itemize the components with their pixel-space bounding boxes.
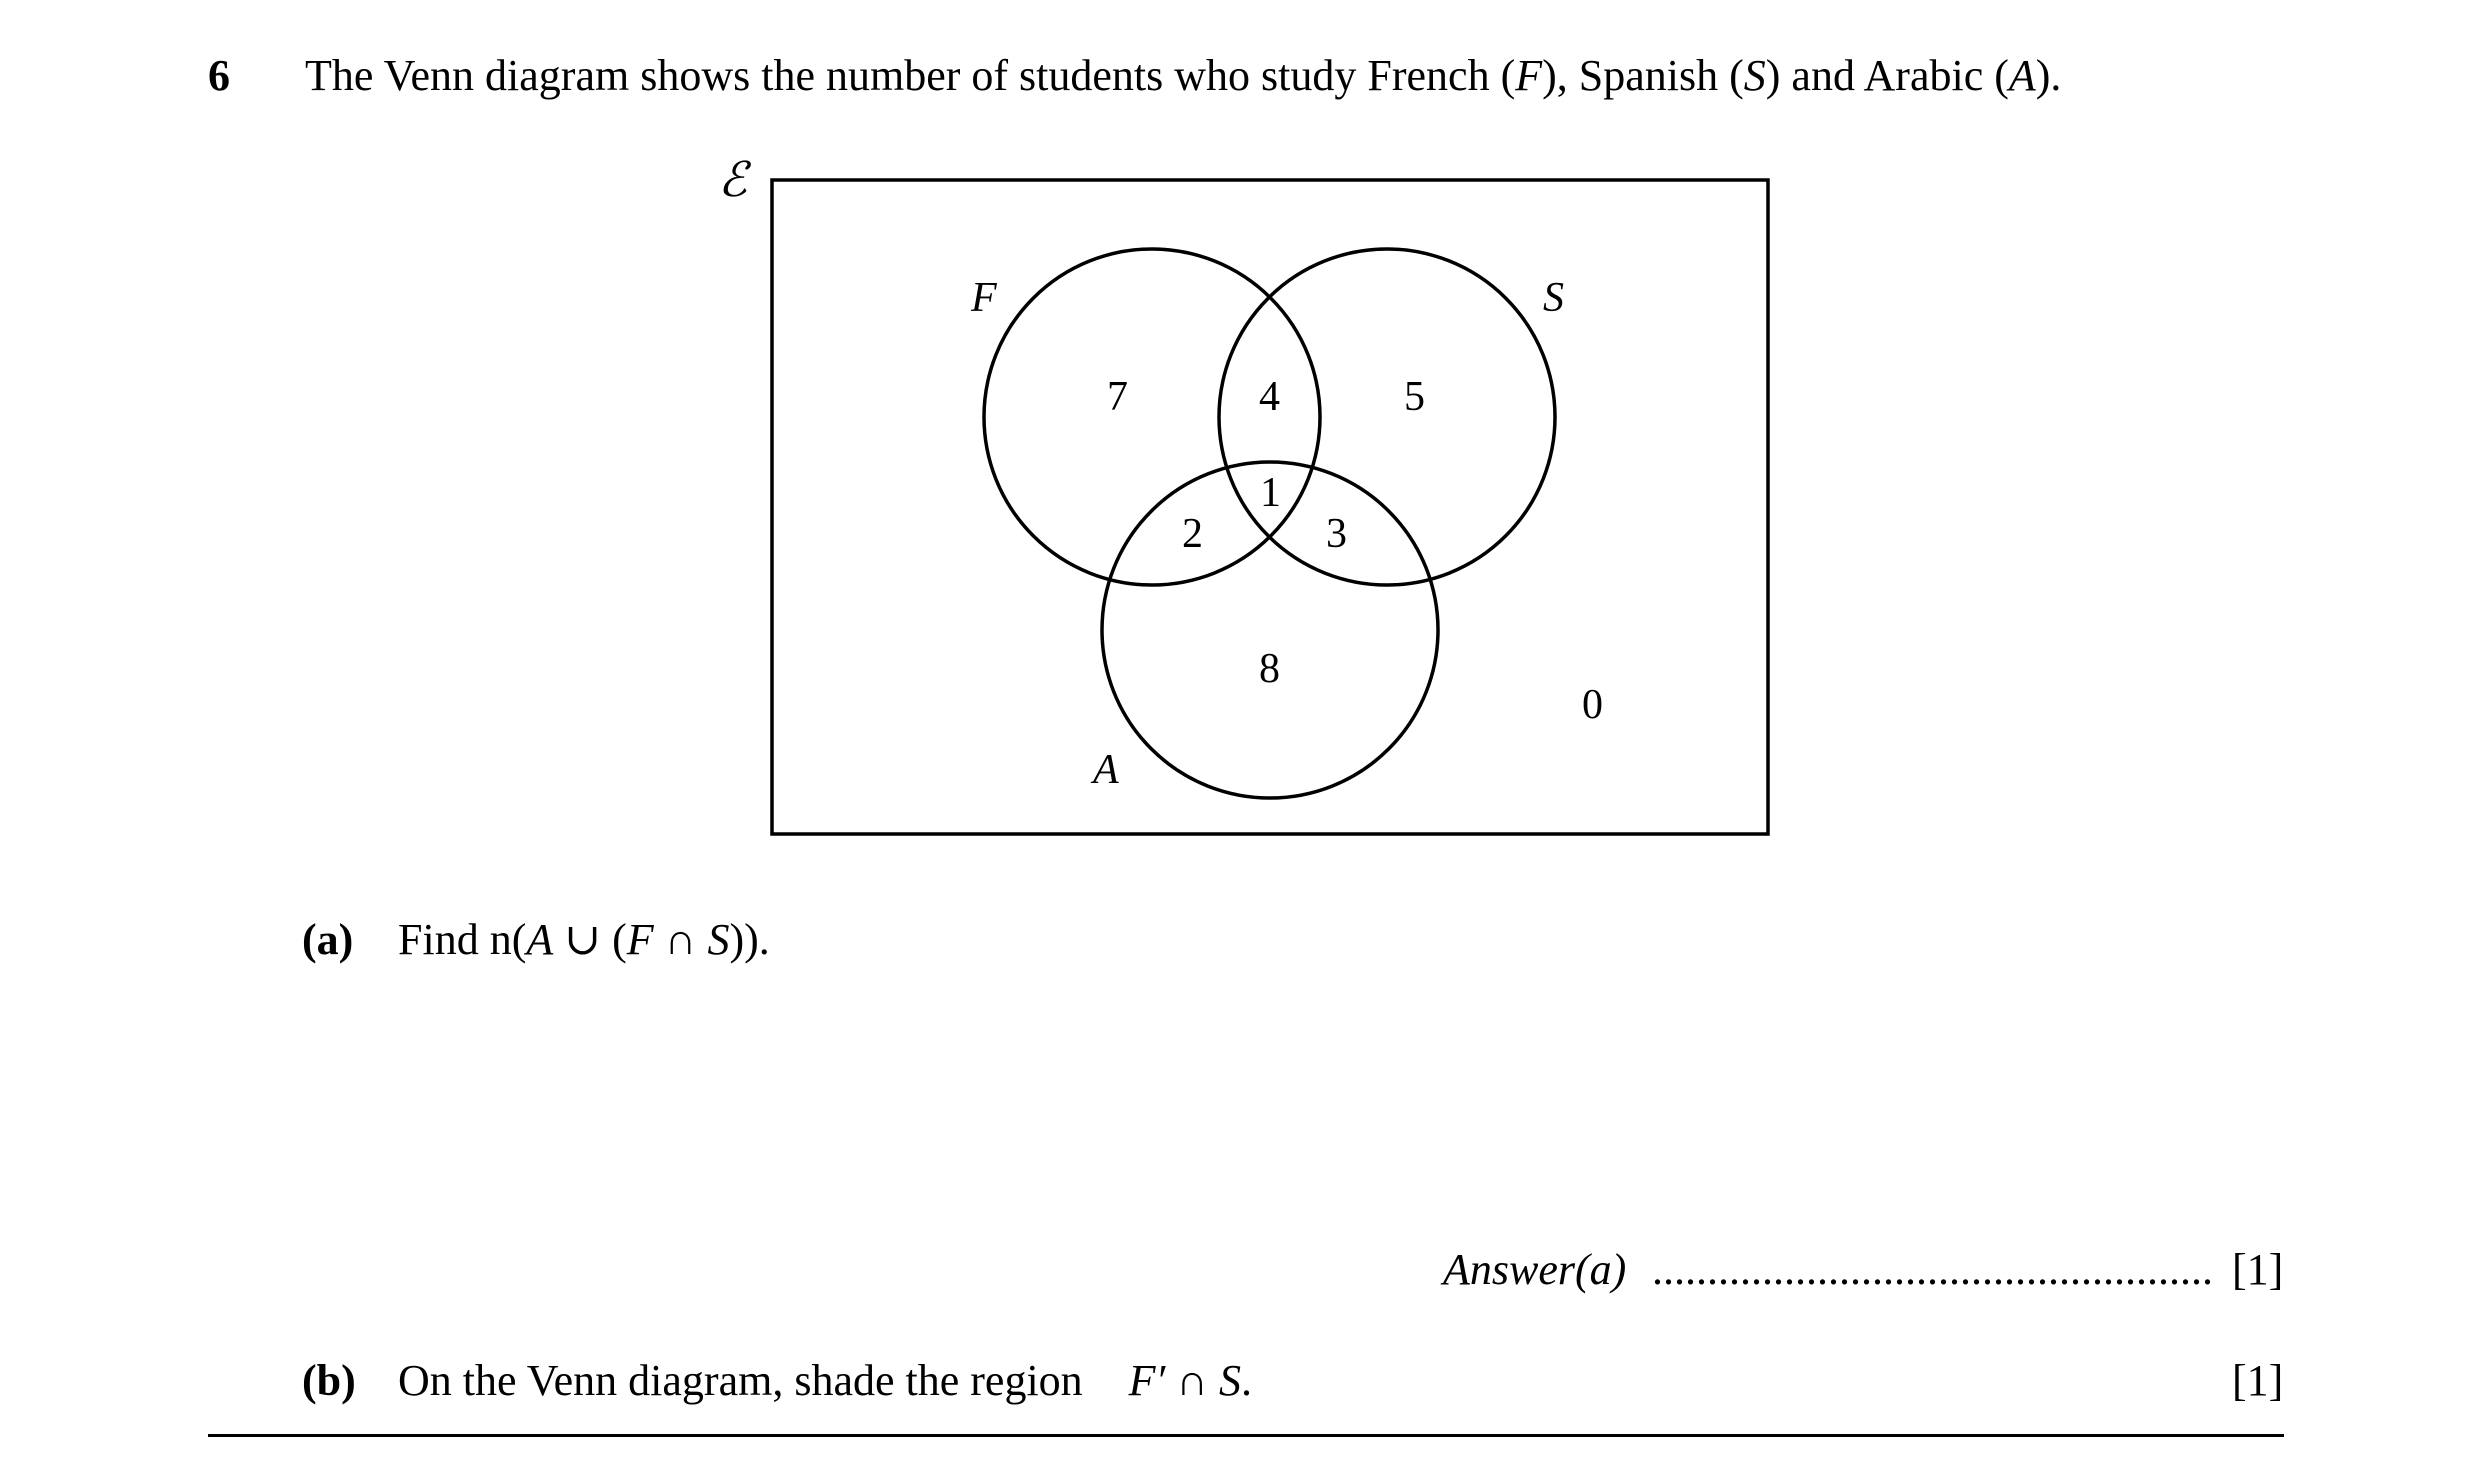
part-a-set-f: F (626, 915, 654, 964)
part-b-instruction: On the Venn diagram, shade the region (398, 1356, 1083, 1405)
stem-text-1: The Venn diagram shows the number of students who study French ( (305, 51, 1516, 100)
stem-text-2: ), Spanish ( (1542, 51, 1744, 100)
part-b-end: . (1240, 1356, 1252, 1405)
bottom-rule (208, 1434, 2284, 1437)
stem-set-f: F (1515, 51, 1543, 100)
question-number: 6 (208, 51, 230, 100)
part-a-union: ∪ ( (553, 915, 627, 964)
stem-set-a: A (2008, 51, 2036, 100)
set-a-label: A (1093, 747, 1119, 793)
region-f-only: 7 (1107, 374, 1128, 420)
region-outside: 0 (1582, 682, 1603, 728)
region-f-s-only: 4 (1259, 374, 1280, 420)
part-a-suffix: )). (729, 915, 770, 964)
part-b-text (398, 1353, 1252, 1409)
part-b-set-s: S (1218, 1356, 1241, 1405)
set-f-label: F (971, 275, 997, 321)
stem-text-3: ) and Arabic ( (1765, 51, 2009, 100)
region-s-a-only: 3 (1326, 511, 1347, 557)
answer-a-mark: [1] (2232, 1245, 2284, 1294)
answer-a-line[interactable]: ................................................... (1652, 1245, 2213, 1294)
set-s-label: S (1543, 275, 1564, 321)
part-b-mark: [1] (2232, 1356, 2284, 1405)
region-a-only: 8 (1259, 646, 1280, 692)
part-b-set-f: F (1128, 1356, 1156, 1405)
stem-text-4: ). (2035, 51, 2062, 100)
part-b-prime: ′ (1155, 1356, 1166, 1405)
part-a-label: (a) (302, 915, 354, 964)
part-a-set-a: A (526, 915, 554, 964)
universal-set-symbol: ℰ (718, 154, 748, 207)
region-f-a-only: 2 (1182, 511, 1203, 557)
part-b-intersect: ∩ (1165, 1356, 1219, 1405)
region-f-s-a: 1 (1260, 470, 1281, 516)
answer-a-label: Answer(a) (1443, 1245, 1627, 1294)
part-a-prefix: Find n( (398, 915, 527, 964)
part-a-intersect: ∩ (653, 915, 708, 964)
region-s-only: 5 (1404, 374, 1425, 420)
part-a-text (398, 912, 770, 968)
part-b-label: (b) (302, 1356, 356, 1405)
stem-set-s: S (1743, 51, 1766, 100)
part-a-set-s: S (707, 915, 730, 964)
